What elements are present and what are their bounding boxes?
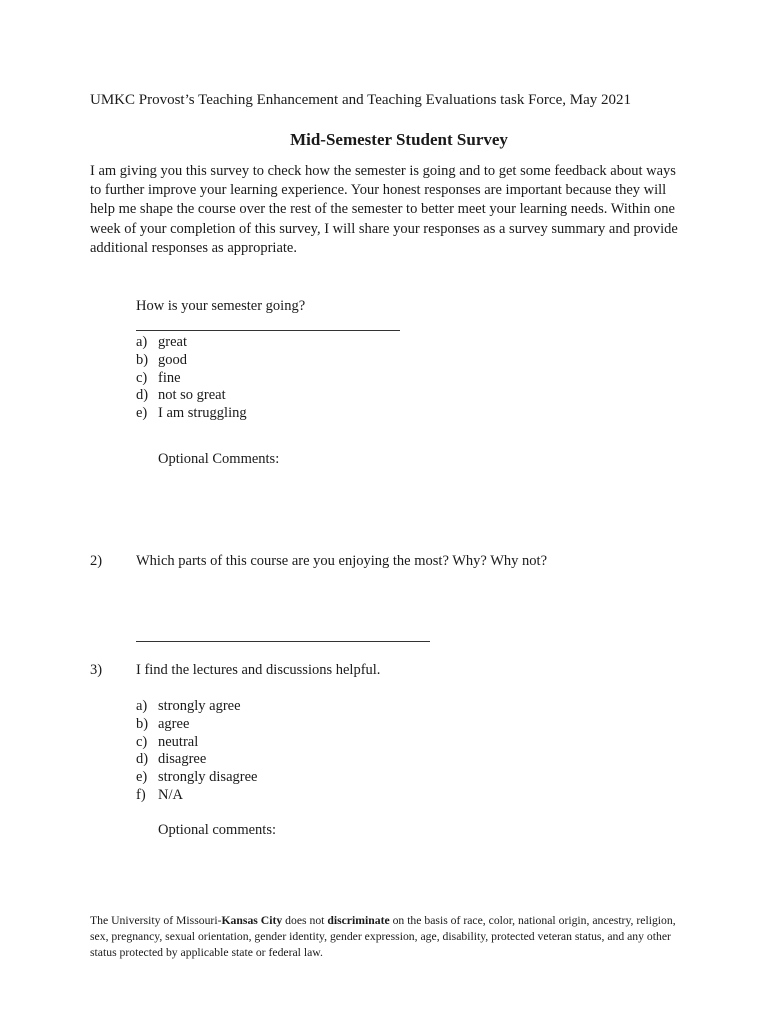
- footer-middle: does not: [282, 914, 328, 927]
- q2-answer-line[interactable]: [136, 641, 430, 642]
- option-text: not so great: [158, 387, 226, 404]
- q1-option[interactable]: [136, 405, 436, 423]
- option-text: disagree: [158, 751, 207, 768]
- option-text: I am struggling: [158, 405, 247, 422]
- option-letter: d): [136, 387, 149, 404]
- q3-option[interactable]: [136, 734, 436, 752]
- option-text: agree: [158, 715, 190, 732]
- q1-text: How is your semester going?: [136, 298, 306, 314]
- q1-option[interactable]: [136, 334, 436, 352]
- q3-options: [136, 698, 436, 805]
- footer-text: [90, 913, 690, 961]
- option-letter: c): [136, 733, 148, 750]
- q3-text: I find the lectures and discussions helpful.: [136, 662, 381, 678]
- option-letter: f): [136, 786, 146, 803]
- q3-comments-label: Optional comments:: [158, 822, 276, 838]
- option-letter: a): [136, 698, 148, 714]
- option-text: neutral: [158, 733, 199, 750]
- q2-text: Which parts of this course are you enjoying the most? Why? Why not?: [136, 553, 547, 569]
- q3-option[interactable]: [136, 698, 436, 716]
- option-text: great: [158, 334, 187, 350]
- q3-option[interactable]: [136, 751, 436, 769]
- header-line: UMKC Provost’s Teaching Enhancement and Teaching Evaluations task Force, May 2021: [90, 92, 631, 108]
- intro-paragraph: [90, 162, 680, 258]
- option-letter: e): [136, 769, 148, 786]
- footer-bold-kansas-city: Kansas City: [221, 914, 283, 927]
- option-letter: a): [136, 334, 148, 350]
- q1-option[interactable]: [136, 387, 436, 405]
- q1-options: [136, 334, 436, 423]
- option-text: good: [158, 351, 187, 368]
- q1-comments-label: Optional Comments:: [158, 451, 280, 467]
- q1-answer-line[interactable]: [136, 330, 400, 331]
- option-letter: e): [136, 405, 148, 422]
- option-text: N/A: [158, 786, 183, 803]
- option-text: strongly agree: [158, 698, 241, 714]
- q3-number: 3): [90, 662, 103, 678]
- q3-option[interactable]: [136, 716, 436, 734]
- page-title: Mid-Semester Student Survey: [290, 130, 508, 149]
- nondiscrimination-footer: [90, 913, 690, 961]
- option-letter: d): [136, 751, 149, 768]
- option-letter: b): [136, 715, 149, 732]
- q2-number: 2): [90, 553, 103, 569]
- option-text: strongly disagree: [158, 769, 258, 786]
- option-letter: b): [136, 351, 149, 368]
- intro-text: I am giving you this survey to check how the semester is going and to get some feedback about ways to further improve your learning experience. Your honest responses are important because they will help me shape the course over the rest of the semester to better meet your learning needs. Within one week of your completion of this survey, I will share your responses as a survey summary and provide additional responses as appropriate.: [90, 163, 678, 256]
- footer-bold-discriminate: discriminate: [327, 914, 390, 927]
- q3-option[interactable]: [136, 769, 436, 787]
- option-text: fine: [158, 369, 181, 386]
- q3-option[interactable]: [136, 787, 436, 805]
- q1-option[interactable]: [136, 352, 436, 370]
- option-letter: c): [136, 369, 148, 386]
- q1-option[interactable]: [136, 370, 436, 388]
- footer-suffix: on the basis of race, color, national origin, ancestry, religion, sex, pregnancy, sexual orientation, gender identity, gender expression, age, disability, protected veteran status, and any other status protected by applicable state or federal law.: [90, 914, 676, 959]
- footer-prefix: The University of Missouri-: [90, 914, 222, 927]
